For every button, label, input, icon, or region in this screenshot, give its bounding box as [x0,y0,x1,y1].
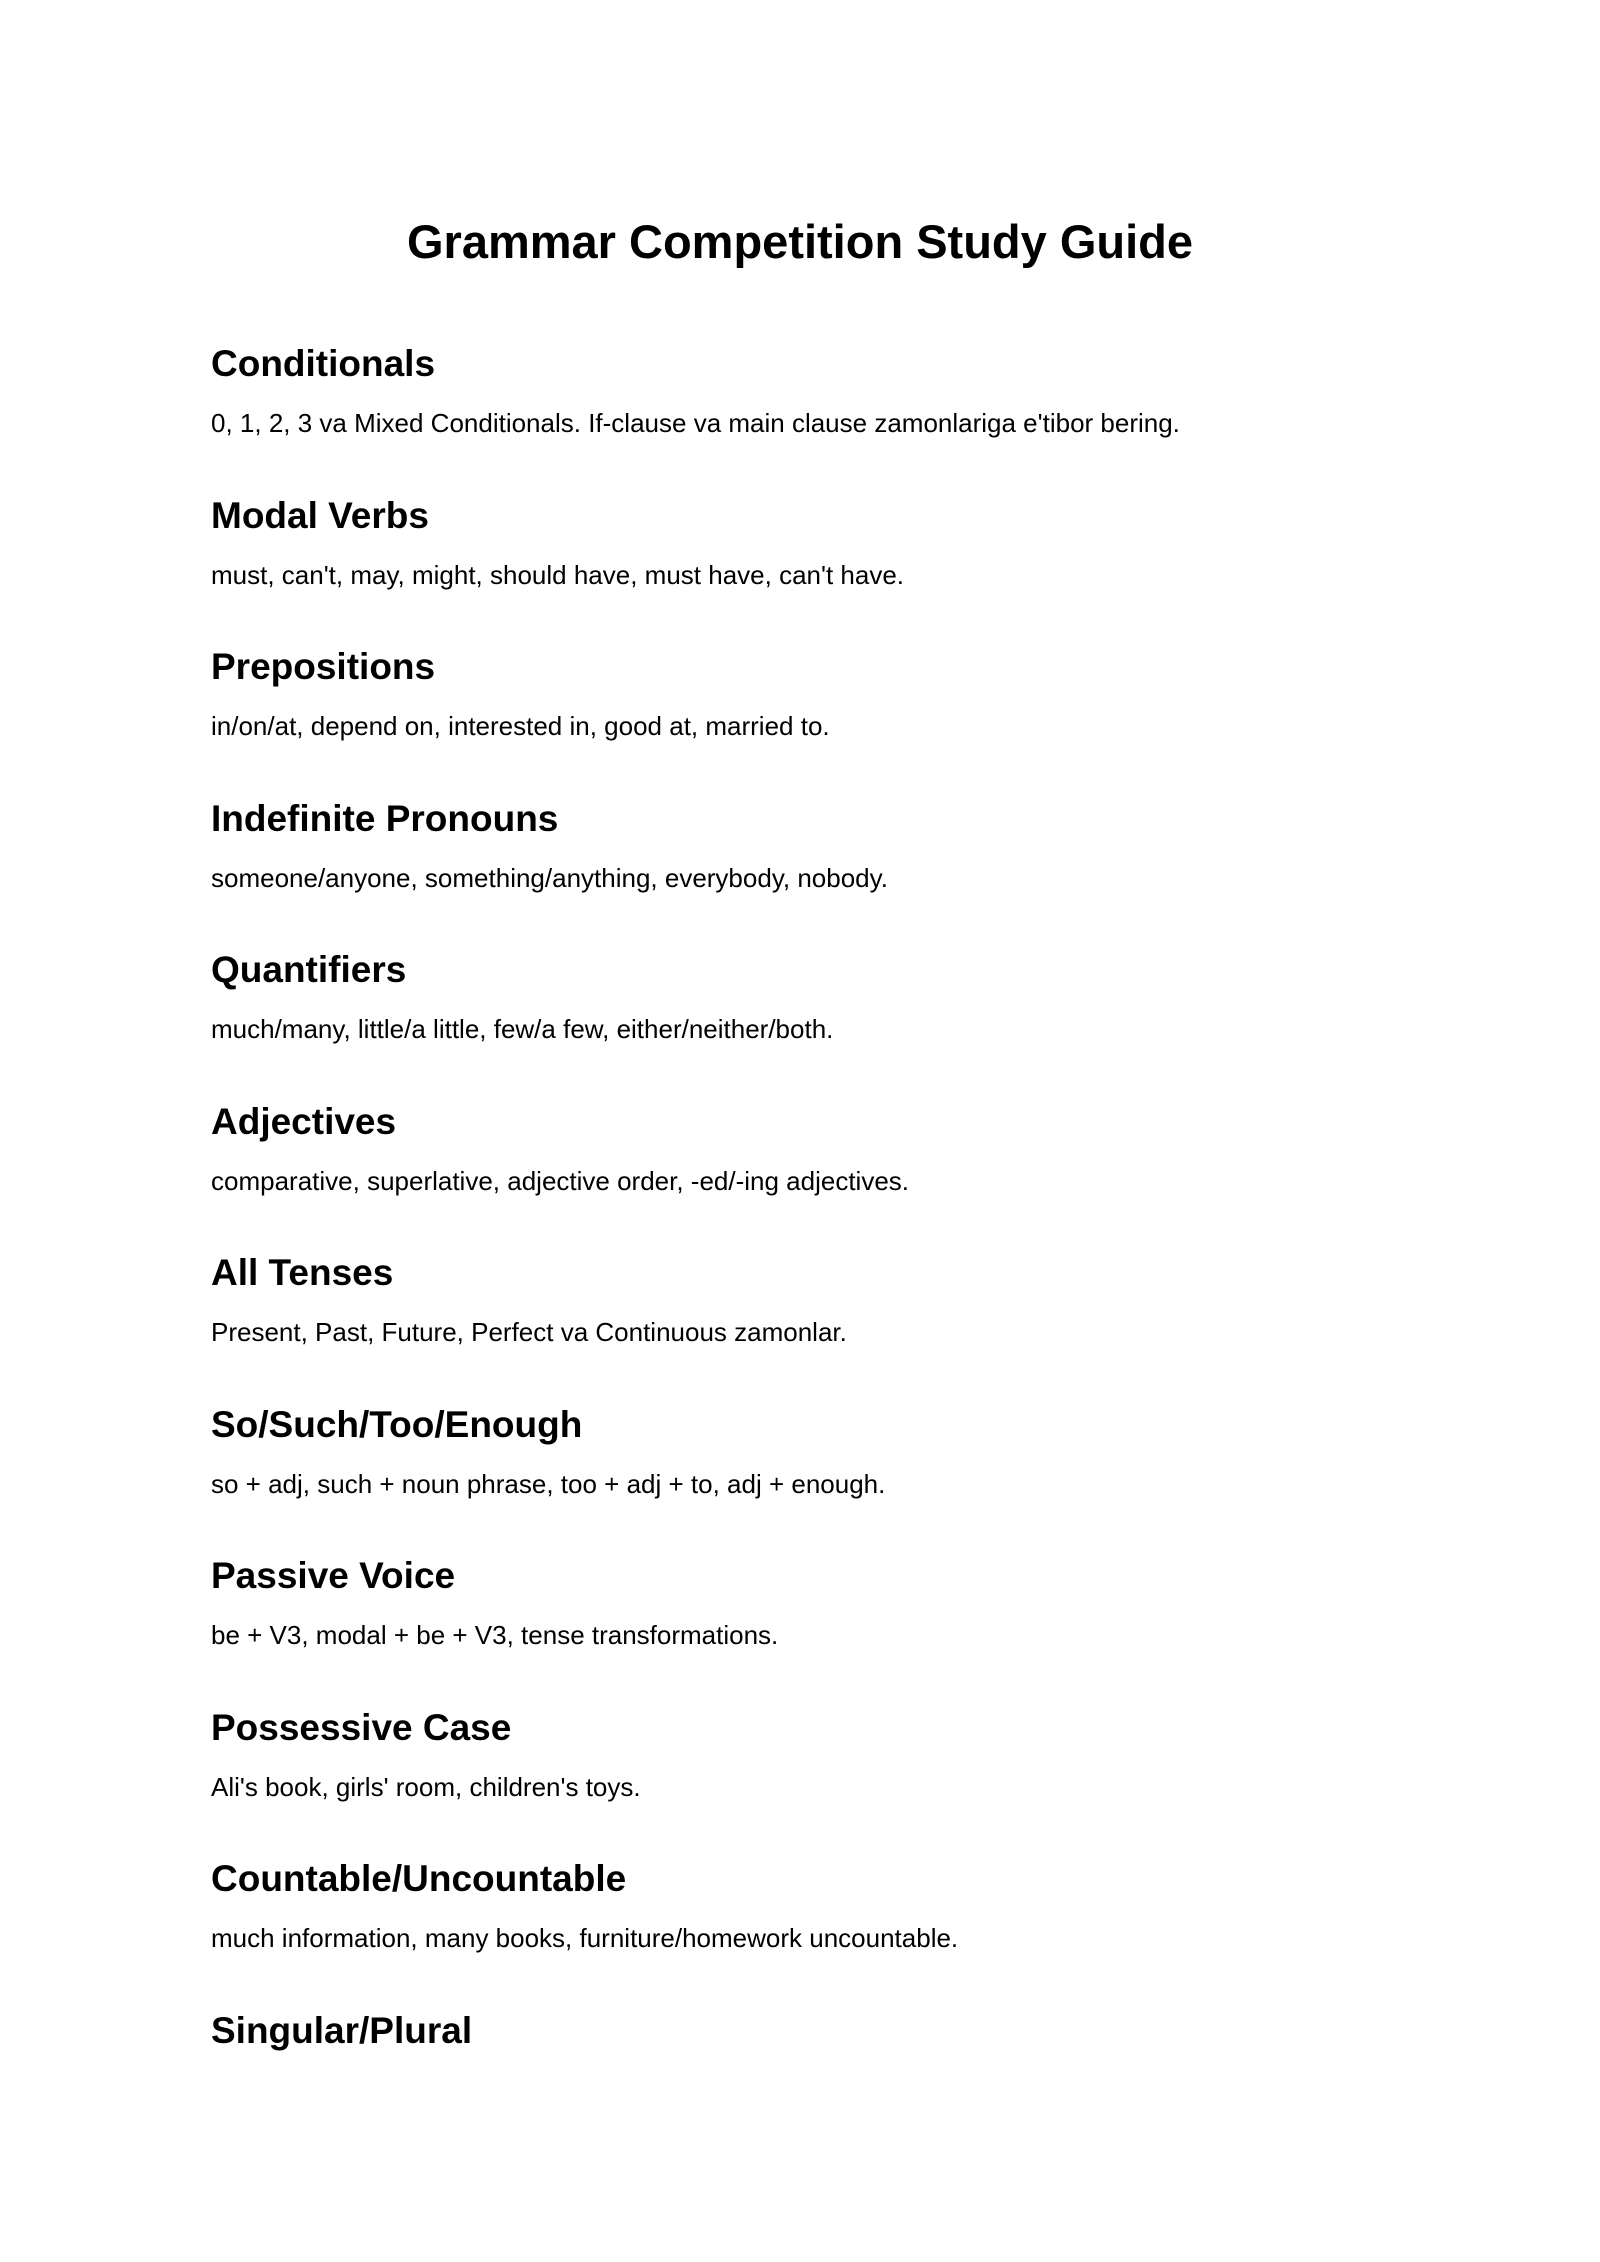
section-body: much/many, little/a little, few/a few, either/neither/both. [211,1014,834,1044]
section-heading: Quantifiers [211,949,407,990]
section-conditionals [211,336,1411,488]
section-heading: Adjectives [211,1100,397,1142]
section-adjectives [211,1094,1411,1246]
section-heading: Countable/Uncountable [211,1858,627,1899]
section-body: in/on/at, depend on, interested in, good at, married to. [211,711,830,741]
section-passive-voice [211,1548,1411,1700]
section-body: comparative, superlative, adjective order, -ed/-ing adjectives. [211,1165,910,1196]
section-so-such-too-enough [211,1397,1411,1549]
section-heading: Indefinite Pronouns [211,797,559,839]
section-countable-uncountable [211,1851,1411,2003]
section-quantifiers [211,942,1411,1094]
section-body: be + V3, modal + be + V3, tense transformations. [211,1620,779,1650]
sections-list [211,336,1411,2154]
section-prepositions [211,639,1411,791]
section-heading: So/Such/Too/Enough [211,1403,583,1445]
section-all-tenses [211,1245,1411,1397]
section-modal-verbs [211,488,1411,640]
section-heading: Possessive Case [211,1706,512,1748]
section-heading: Modal Verbs [211,494,429,536]
section-heading: Passive Voice [211,1555,456,1596]
section-heading: Conditionals [211,343,436,384]
section-heading: All Tenses [211,1252,394,1293]
section-heading: Prepositions [211,646,436,687]
section-body: 0, 1, 2, 3 va Mixed Conditionals. If-clause va main clause zamonlariga e'tibor bering. [211,408,1180,438]
section-possessive-case [211,1700,1411,1852]
section-indefinite-pronouns [211,791,1411,943]
section-body: must, can't, may, might, should have, must have, can't have. [211,559,904,590]
section-body: so + adj, such + noun phrase, too + adj + to, adj + enough. [211,1468,886,1499]
section-body: Present, Past, Future, Perfect va Continuous zamonlar. [211,1317,847,1347]
page-title: Grammar Competition Study Guide [406,215,1194,268]
section-body: Ali's book, girls' room, children's toys. [211,1771,641,1802]
section-body: someone/anyone, something/anything, everybody, nobody. [211,862,888,893]
section-singular-plural [211,2003,1411,2155]
section-heading: Singular/Plural [211,2009,473,2051]
section-body: much information, many books, furniture/homework uncountable. [211,1923,959,1953]
